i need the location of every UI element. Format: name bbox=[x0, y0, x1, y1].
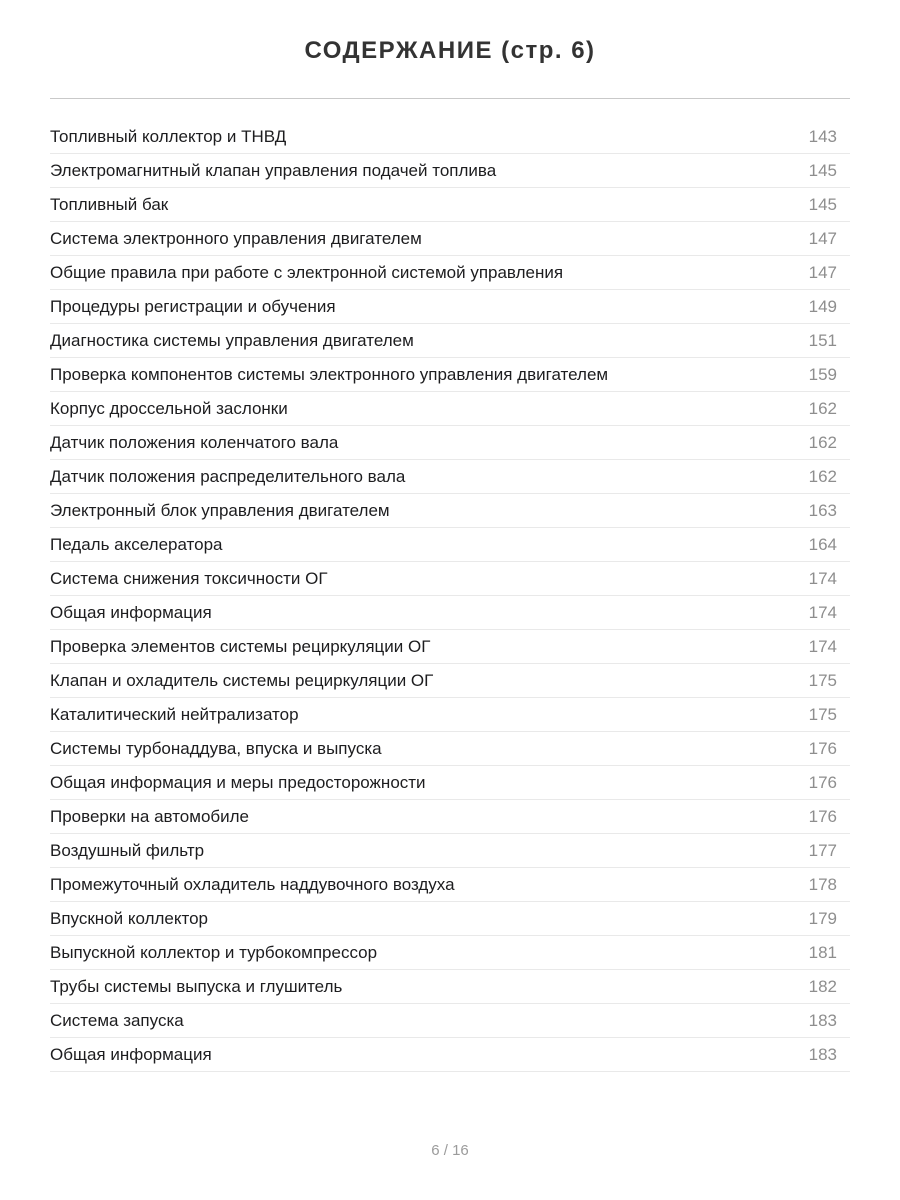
toc-entry-page-number: 176 bbox=[808, 738, 837, 758]
toc-entry-label: Каталитический нейтрализатор bbox=[50, 704, 299, 724]
toc-row[interactable] bbox=[50, 426, 850, 460]
toc-entry-label: Общая информация и меры предосторожности bbox=[50, 772, 426, 792]
toc-entry-label: Проверка элементов системы рециркуляции ОГ bbox=[50, 636, 431, 656]
toc-row[interactable] bbox=[50, 800, 850, 834]
toc-entry-page-number: 174 bbox=[808, 602, 837, 622]
toc-entry-label: Общие правила при работе с электронной системой управления bbox=[50, 262, 564, 282]
page-title: СОДЕРЖАНИЕ (стр. 6) bbox=[304, 37, 596, 64]
toc-entry-label: Датчик положения распределительного вала bbox=[50, 466, 406, 486]
toc-entry-page-number: 181 bbox=[808, 942, 837, 962]
toc-entry-page-number: 149 bbox=[808, 296, 837, 316]
toc-entry-label: Топливный бак bbox=[50, 194, 169, 214]
toc-row[interactable] bbox=[50, 630, 850, 664]
toc-entry-label: Датчик положения коленчатого вала bbox=[50, 432, 339, 452]
toc-row[interactable] bbox=[50, 460, 850, 494]
toc-row[interactable] bbox=[50, 290, 850, 324]
toc-row[interactable] bbox=[50, 358, 850, 392]
toc-row[interactable] bbox=[50, 562, 850, 596]
toc-entry-label: Электромагнитный клапан управления подачей топлива bbox=[50, 160, 497, 180]
toc-entry-label: Общая информация bbox=[50, 1044, 212, 1064]
toc-entry-page-number: 159 bbox=[808, 364, 837, 384]
toc-entry-label: Система электронного управления двигателем bbox=[50, 228, 422, 248]
toc-entry-page-number: 162 bbox=[808, 466, 837, 486]
toc-row[interactable] bbox=[50, 698, 850, 732]
toc-entry-label: Впускной коллектор bbox=[50, 908, 208, 928]
toc-entry-page-number: 163 bbox=[808, 500, 837, 520]
toc-entry-label: Диагностика системы управления двигателем bbox=[50, 330, 414, 350]
toc-entry-label: Топливный коллектор и ТНВД bbox=[50, 126, 287, 146]
toc-entry-label: Воздушный фильтр bbox=[50, 840, 205, 860]
page-number-indicator: 6 / 16 bbox=[431, 1142, 469, 1159]
toc-row[interactable] bbox=[50, 868, 850, 902]
toc-entry-label: Выпускной коллектор и турбокомпрессор bbox=[50, 942, 378, 962]
toc-row[interactable] bbox=[50, 1038, 850, 1072]
toc-entry-page-number: 179 bbox=[808, 908, 837, 928]
title-divider bbox=[50, 98, 850, 99]
toc-row[interactable] bbox=[50, 970, 850, 1004]
toc-list bbox=[50, 120, 850, 1072]
toc-row[interactable] bbox=[50, 154, 850, 188]
toc-row[interactable] bbox=[50, 1004, 850, 1038]
toc-row[interactable] bbox=[50, 902, 850, 936]
toc-entry-page-number: 162 bbox=[808, 432, 837, 452]
toc-row[interactable] bbox=[50, 936, 850, 970]
toc-entry-page-number: 175 bbox=[808, 704, 837, 724]
toc-entry-label: Процедуры регистрации и обучения bbox=[50, 296, 336, 316]
toc-row[interactable] bbox=[50, 596, 850, 630]
toc-entry-page-number: 151 bbox=[808, 330, 837, 350]
toc-entry-page-number: 175 bbox=[808, 670, 837, 690]
toc-entry-page-number: 147 bbox=[808, 262, 837, 282]
toc-row[interactable] bbox=[50, 732, 850, 766]
toc-entry-page-number: 177 bbox=[808, 840, 837, 860]
toc-entry-label: Педаль акселератора bbox=[50, 534, 223, 554]
toc-entry-page-number: 145 bbox=[808, 160, 837, 180]
toc-entry-label: Клапан и охладитель системы рециркуляции ОГ bbox=[50, 670, 434, 690]
toc-row[interactable] bbox=[50, 120, 850, 154]
toc-row[interactable] bbox=[50, 528, 850, 562]
toc-entry-label: Система запуска bbox=[50, 1010, 184, 1030]
toc-row[interactable] bbox=[50, 766, 850, 800]
toc-entry-page-number: 174 bbox=[808, 568, 837, 588]
toc-entry-page-number: 162 bbox=[808, 398, 837, 418]
toc-entry-page-number: 145 bbox=[808, 194, 837, 214]
toc-entry-page-number: 178 bbox=[808, 874, 837, 894]
toc-entry-label: Трубы системы выпуска и глушитель bbox=[50, 976, 343, 996]
toc-entry-label: Проверка компонентов системы электронного управления двигателем bbox=[50, 364, 609, 384]
toc-entry-label: Общая информация bbox=[50, 602, 212, 622]
toc-row[interactable] bbox=[50, 834, 850, 868]
toc-entry-page-number: 176 bbox=[808, 806, 837, 826]
toc-entry-page-number: 183 bbox=[808, 1044, 837, 1064]
toc-row[interactable] bbox=[50, 222, 850, 256]
toc-entry-page-number: 147 bbox=[808, 228, 837, 248]
toc-row[interactable] bbox=[50, 664, 850, 698]
toc-row[interactable] bbox=[50, 494, 850, 528]
toc-entry-page-number: 183 bbox=[808, 1010, 837, 1030]
toc-row[interactable] bbox=[50, 392, 850, 426]
toc-entry-page-number: 182 bbox=[808, 976, 837, 996]
toc-entry-label: Электронный блок управления двигателем bbox=[50, 500, 390, 520]
toc-entry-page-number: 143 bbox=[808, 126, 837, 146]
toc-entry-label: Промежуточный охладитель наддувочного воздуха bbox=[50, 874, 455, 894]
toc-row[interactable] bbox=[50, 256, 850, 290]
toc-row[interactable] bbox=[50, 324, 850, 358]
toc-entry-page-number: 174 bbox=[808, 636, 837, 656]
toc-entry-label: Проверки на автомобиле bbox=[50, 806, 250, 826]
toc-entry-label: Система снижения токсичности ОГ bbox=[50, 568, 328, 588]
toc-entry-label: Корпус дроссельной заслонки bbox=[50, 398, 288, 418]
toc-entry-label: Системы турбонаддува, впуска и выпуска bbox=[50, 738, 382, 758]
toc-row[interactable] bbox=[50, 188, 850, 222]
toc-entry-page-number: 176 bbox=[808, 772, 837, 792]
toc-entry-page-number: 164 bbox=[808, 534, 837, 554]
